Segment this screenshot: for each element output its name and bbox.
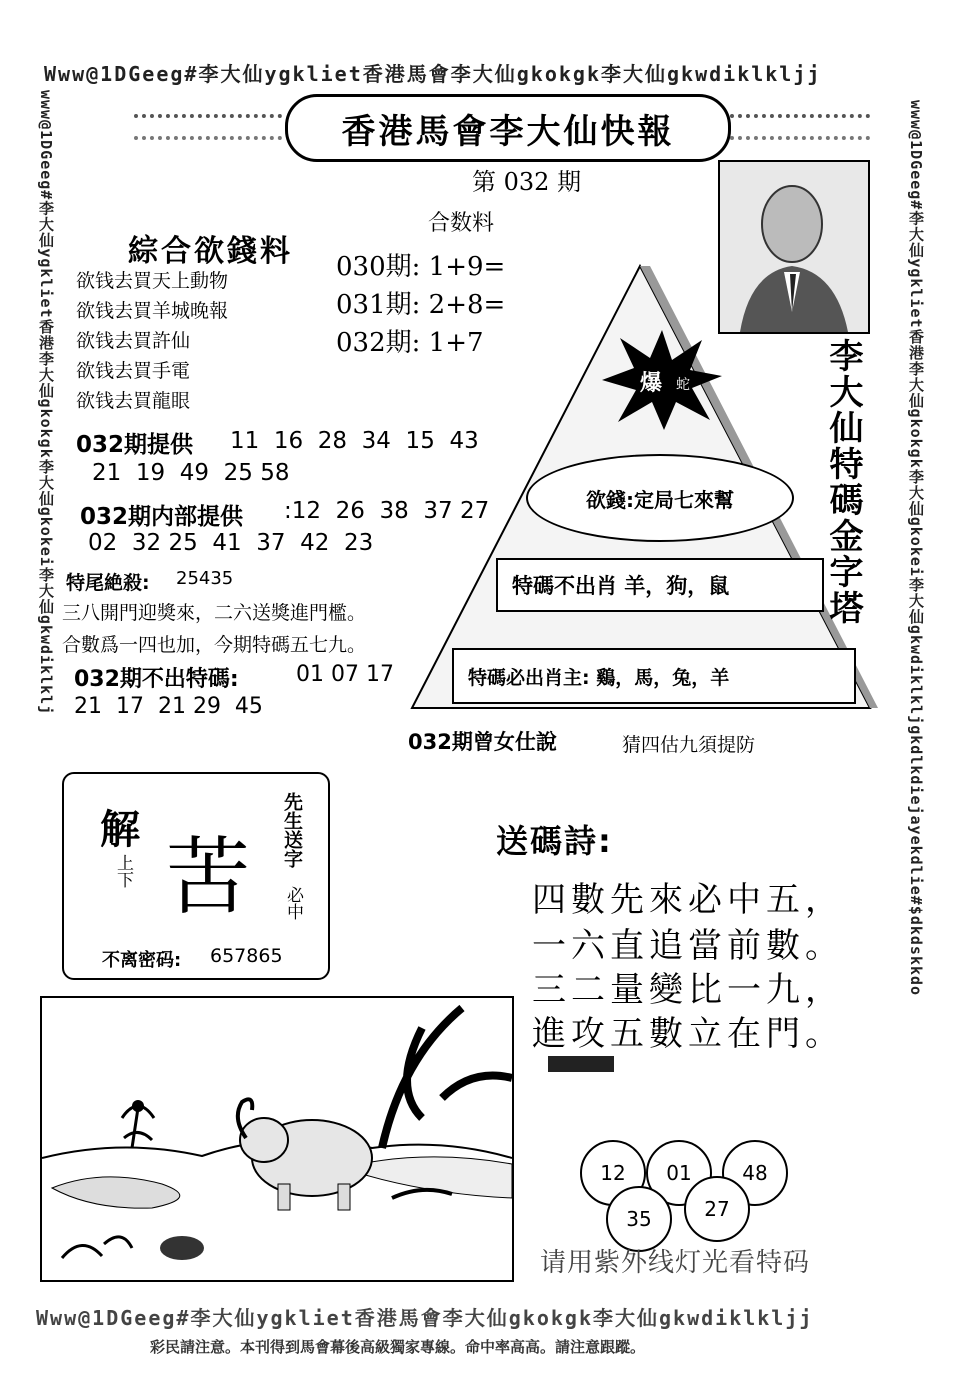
top-watermark: Www@1DGeeg#李大仙ygkliet香港馬會李大仙gkokgk李大仙gkwdiklkljj — [44, 62, 822, 86]
internal-label: 032期内部提供 — [80, 504, 244, 530]
left-watermark: www@1DGeeg#李大仙ygkliet香港李大仙gkokgk李大仙gkokei李大仙gkwdiklklj — [37, 90, 55, 716]
burst-text: 爆 — [640, 371, 663, 396]
page-title: 香港馬會李大仙快報 — [285, 94, 731, 162]
verse-line-2: 合數爲一四也加，今期特碼五七九。 — [62, 634, 367, 656]
combined-heading: 合数料 — [428, 211, 495, 236]
number-ball: 27 — [684, 1176, 750, 1242]
wish-item: 欲钱去買羊城晚報 — [76, 300, 229, 322]
burst-sub-text: 蛇 — [676, 377, 690, 393]
send-poem-line: 四數先來必中五， — [532, 880, 844, 920]
right-watermark: www@1DGeeg#李大仙ygkliet香港李大仙gkokgk李大仙gkokei李大仙gkwdiklkljgkdlkdiejayekdlie#$dkdskkdo — [907, 100, 925, 997]
pyramid-tier-2-text: 特碼不出肖 羊，狗，鼠 — [512, 574, 730, 598]
riddle-sub: 上下 — [113, 854, 133, 888]
issue-number: 第 032 期 — [472, 168, 582, 196]
lady-says-label: 032期曾女仕說 — [408, 730, 557, 754]
riddle-solve: 解 — [100, 807, 140, 853]
send-poem-line: 進攻五數立在門。 — [532, 1014, 844, 1054]
pyramid-side-title: 李大仙特碼金字塔 — [823, 338, 863, 626]
wish-item: 欲钱去買龍眼 — [76, 390, 191, 412]
footer-notice: 彩民請注意。本刊得到馬會幕後高級獨家專線。命中率高高。請注意跟蹤。 — [150, 1338, 646, 1356]
pyramid-tier-1 — [526, 454, 794, 542]
no-special-row-1: 01 07 17 — [296, 662, 394, 687]
small-stamp — [548, 1056, 614, 1072]
bottom-watermark: Www@1DGeeg#李大仙ygkliet香港馬會李大仙gkokgk李大仙gkwdiklkljj — [36, 1306, 814, 1330]
number-ball: 01 — [646, 1140, 712, 1206]
riddle-side-sub: 必中 — [283, 886, 303, 920]
pyramid-tier-1-text: 欲錢:定局七來幫 — [586, 487, 734, 512]
wish-item: 欲钱去買許仙 — [76, 330, 191, 352]
verse-line-1: 三八開門迎獎來，二六送獎進門檻。 — [62, 602, 367, 624]
pyramid-tier-3-text: 特碼必出肖主: 鷄，馬，兔，羊 — [468, 666, 730, 689]
no-special-label: 032期不出特碼: — [74, 667, 239, 692]
combined-line-031: 031期: 2+8= — [336, 290, 506, 320]
riddle-code: 657865 — [210, 945, 283, 967]
tail-kill-label: 特尾絶殺: — [66, 572, 150, 594]
combined-line-032: 032期: 1+7 — [336, 328, 484, 358]
send-poem-line: 三二量變比一九， — [532, 970, 844, 1010]
cartoon-illustration — [40, 996, 514, 1282]
left-floral-ornament — [134, 114, 282, 140]
number-ball: 12 — [580, 1140, 646, 1206]
wish-item: 欲钱去買手電 — [76, 360, 191, 382]
no-special-row-2: 21 17 21 29 45 — [74, 694, 263, 719]
right-floral-ornament — [730, 114, 870, 140]
provide-row-2: 21 19 49 25 58 — [92, 460, 290, 486]
pyramid-tier-3 — [452, 648, 856, 704]
pyramid-tier-2 — [496, 558, 824, 612]
tail-kill-value: 25435 — [176, 568, 234, 589]
number-ball: 35 — [606, 1186, 672, 1252]
combined-line-030: 030期: 1+9= — [336, 252, 506, 282]
provide-label: 032期提供 — [76, 432, 194, 458]
internal-row-2: 02 32 25 41 37 42 23 — [88, 530, 374, 556]
lady-says-text: 猜四估九須提防 — [622, 734, 756, 756]
wish-item: 欲钱去買天上動物 — [76, 270, 229, 292]
riddle-character: 苦 — [166, 828, 251, 926]
number-ball: 48 — [722, 1140, 788, 1206]
internal-row-1: :12 26 38 37 27 — [284, 498, 490, 524]
send-poem-line: 一六直追當前數。 — [532, 926, 844, 966]
provide-row-1: 11 16 28 34 15 43 — [230, 428, 479, 454]
send-poem-heading: 送碼詩: — [496, 822, 613, 860]
wish-title: 綜合欲錢料 — [128, 234, 293, 269]
uv-note: 请用紫外线灯光看特码 — [540, 1248, 811, 1278]
riddle-code-label: 不离密码: — [102, 950, 182, 971]
riddle-side-text: 先生送字 — [281, 792, 303, 868]
